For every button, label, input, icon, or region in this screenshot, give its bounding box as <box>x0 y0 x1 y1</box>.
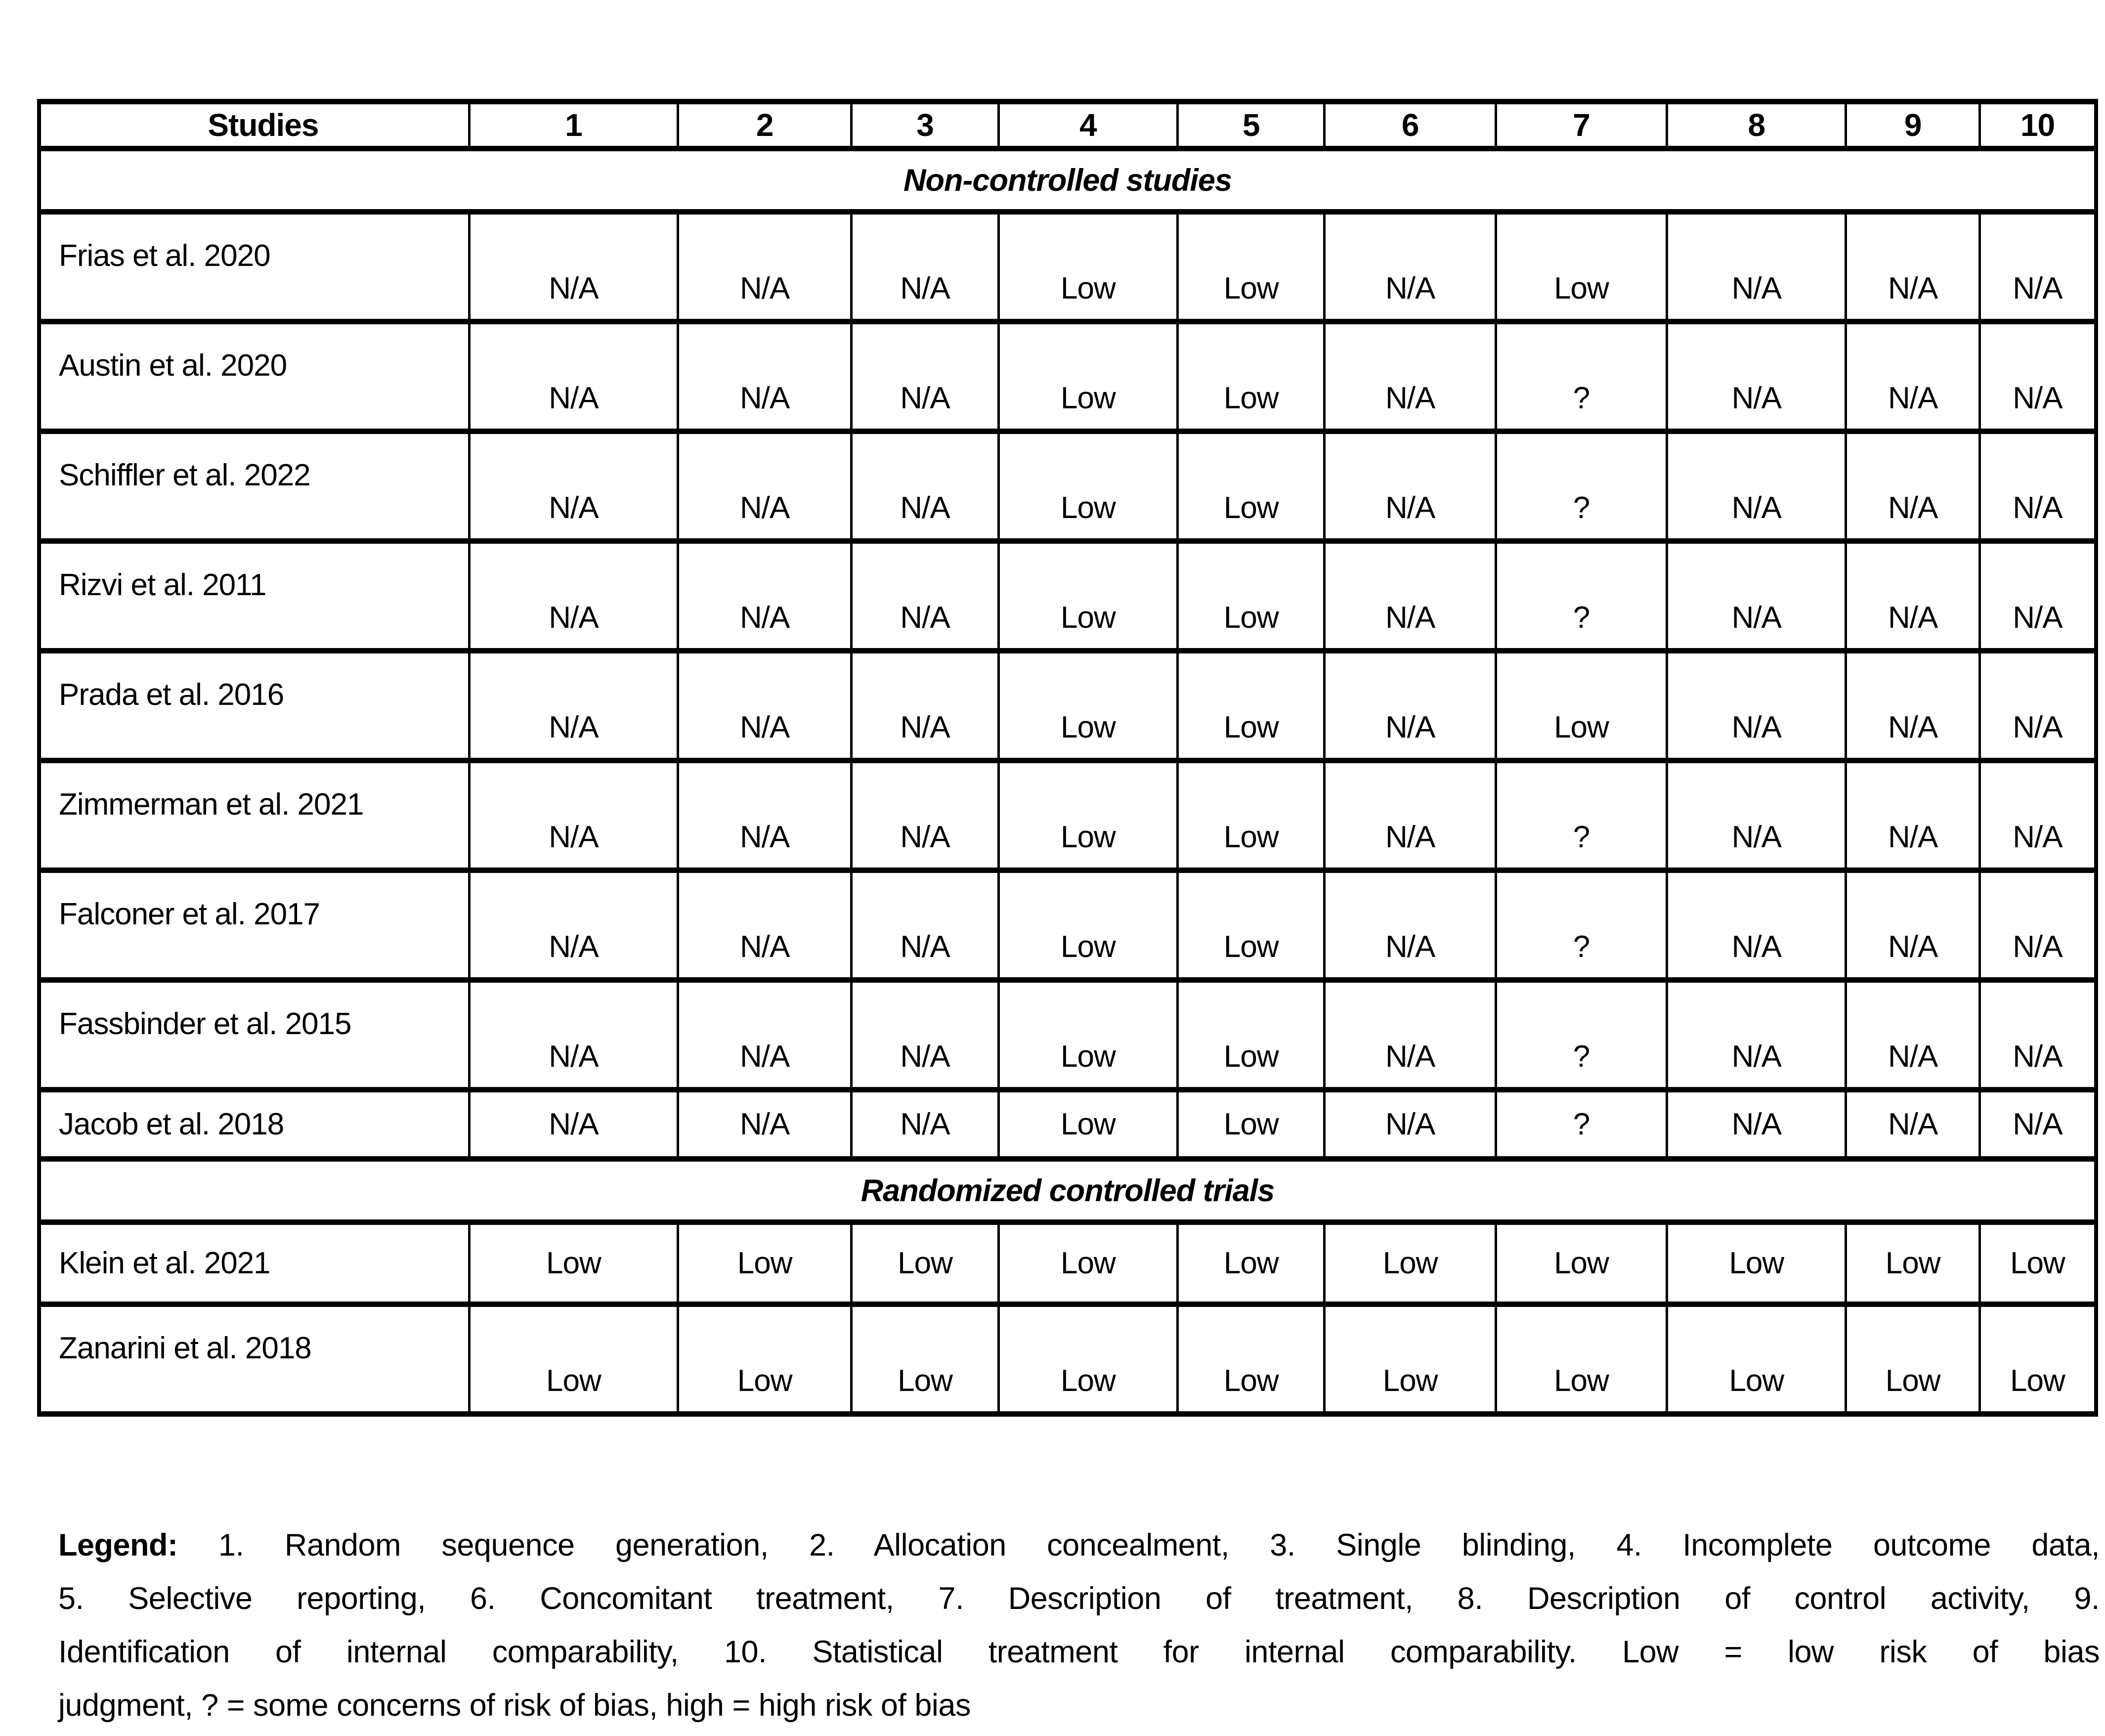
rating-cell: N/A <box>852 761 998 870</box>
rating-cell: N/A <box>678 1090 852 1159</box>
rating-cell: Low <box>998 980 1177 1090</box>
rating-cell: Low <box>998 1304 1177 1414</box>
rating-cell: Low <box>1846 1222 1979 1304</box>
study-name: Zanarini et al. 2018 <box>39 1304 469 1414</box>
rating-cell: ? <box>1496 322 1667 432</box>
rating-cell: Low <box>1496 212 1667 322</box>
rating-cell: N/A <box>469 1090 678 1159</box>
rating-cell: N/A <box>469 761 678 870</box>
rating-cell: N/A <box>469 212 678 322</box>
rating-cell: N/A <box>469 651 678 761</box>
rating-cell: N/A <box>678 761 852 870</box>
rating-cell: N/A <box>1325 212 1496 322</box>
legend-line <box>58 1519 2100 1572</box>
column-header-5: 5 <box>1178 102 1325 149</box>
rating-cell: ? <box>1496 761 1667 870</box>
rating-cell: N/A <box>1979 1090 2096 1159</box>
table-row <box>39 761 2096 870</box>
column-header-8: 8 <box>1667 102 1846 149</box>
rating-cell: N/A <box>1979 322 2096 432</box>
study-name: Zimmerman et al. 2021 <box>39 761 469 870</box>
rating-cell: Low <box>1667 1304 1846 1414</box>
rating-cell: N/A <box>1846 980 1979 1090</box>
column-header-2: 2 <box>678 102 852 149</box>
rating-cell: Low <box>1325 1304 1496 1414</box>
study-name: Schiffler et al. 2022 <box>39 432 469 541</box>
rating-cell: Low <box>998 541 1177 651</box>
table-row <box>39 1090 2096 1159</box>
rating-cell: Low <box>1178 322 1325 432</box>
rating-cell: Low <box>998 432 1177 541</box>
section-header-row <box>39 1159 2096 1222</box>
rating-cell: N/A <box>678 432 852 541</box>
column-header-4: 4 <box>998 102 1177 149</box>
rating-cell: N/A <box>1667 541 1846 651</box>
rating-cell: N/A <box>1667 432 1846 541</box>
column-header-1: 1 <box>469 102 678 149</box>
rating-cell: Low <box>1178 1304 1325 1414</box>
rating-cell: N/A <box>1979 432 2096 541</box>
legend-line: Identification of internal comparability, 10. Statistical treatment for internal comparability. Low = low risk of bias <box>58 1635 2100 1669</box>
rating-cell: N/A <box>678 322 852 432</box>
section-title: Non-controlled studies <box>39 149 2096 212</box>
rating-cell: N/A <box>1846 322 1979 432</box>
table-row <box>39 1222 2096 1304</box>
rating-cell: N/A <box>1325 651 1496 761</box>
column-header-3: 3 <box>852 102 998 149</box>
legend <box>58 1519 2100 1732</box>
rating-cell: N/A <box>1667 761 1846 870</box>
rating-cell: N/A <box>1979 212 2096 322</box>
rating-cell: Low <box>1496 1222 1667 1304</box>
study-name: Jacob et al. 2018 <box>39 1090 469 1159</box>
rating-cell: Low <box>1178 1222 1325 1304</box>
study-name: Falconer et al. 2017 <box>39 870 469 980</box>
rating-cell: Low <box>1846 1304 1979 1414</box>
rating-cell: N/A <box>1325 432 1496 541</box>
rating-cell: N/A <box>1325 541 1496 651</box>
rating-cell: Low <box>998 651 1177 761</box>
legend-line: 5. Selective reporting, 6. Concomitant treatment, 7. Description of treatment, 8. Description of control activity, 9. <box>58 1581 2100 1616</box>
legend-line: judgment, ? = some concerns of risk of bias, high = high risk of bias <box>58 1688 971 1723</box>
rating-cell: N/A <box>469 432 678 541</box>
rating-cell: Low <box>1178 761 1325 870</box>
rating-cell: N/A <box>1667 651 1846 761</box>
rating-cell: N/A <box>469 322 678 432</box>
table-row <box>39 432 2096 541</box>
rating-cell: N/A <box>1979 980 2096 1090</box>
rating-cell: Low <box>998 1222 1177 1304</box>
rating-cell: N/A <box>852 432 998 541</box>
rating-cell: Low <box>998 322 1177 432</box>
legend-label: Legend: <box>58 1528 178 1562</box>
rating-cell: N/A <box>1846 432 1979 541</box>
table-row <box>39 322 2096 432</box>
rating-cell: N/A <box>1846 870 1979 980</box>
rating-cell: N/A <box>852 212 998 322</box>
column-header-studies: Studies <box>39 102 469 149</box>
rating-cell: N/A <box>1325 980 1496 1090</box>
rating-cell: N/A <box>678 541 852 651</box>
study-name: Frias et al. 2020 <box>39 212 469 322</box>
rating-cell: ? <box>1496 541 1667 651</box>
table-row <box>39 212 2096 322</box>
rating-cell: Low <box>678 1222 852 1304</box>
rating-cell: Low <box>1178 212 1325 322</box>
rating-cell: Low <box>678 1304 852 1414</box>
table-row <box>39 980 2096 1090</box>
rating-cell: ? <box>1496 432 1667 541</box>
rating-cell: Low <box>998 761 1177 870</box>
study-name: Fassbinder et al. 2015 <box>39 980 469 1090</box>
rating-cell: N/A <box>1325 761 1496 870</box>
rating-cell: N/A <box>469 541 678 651</box>
study-name: Prada et al. 2016 <box>39 651 469 761</box>
rating-cell: N/A <box>469 980 678 1090</box>
rating-cell: ? <box>1496 1090 1667 1159</box>
rating-cell: N/A <box>1667 870 1846 980</box>
rating-cell: N/A <box>1325 322 1496 432</box>
rating-cell: N/A <box>852 541 998 651</box>
rating-cell: N/A <box>852 651 998 761</box>
rating-cell: N/A <box>1846 541 1979 651</box>
rating-cell: N/A <box>1846 1090 1979 1159</box>
rating-cell: Low <box>1325 1222 1496 1304</box>
rating-cell: N/A <box>678 651 852 761</box>
rating-cell: Low <box>469 1304 678 1414</box>
section-title: Randomized controlled trials <box>39 1159 2096 1222</box>
rating-cell: N/A <box>852 870 998 980</box>
section-header-row <box>39 149 2096 212</box>
rating-cell: Low <box>1979 1304 2096 1414</box>
rating-cell: N/A <box>1979 651 2096 761</box>
table-row <box>39 651 2096 761</box>
rating-cell: N/A <box>1667 322 1846 432</box>
rating-cell: N/A <box>678 870 852 980</box>
rating-cell: Low <box>1178 651 1325 761</box>
rating-cell: N/A <box>1979 541 2096 651</box>
rating-cell: Low <box>1496 651 1667 761</box>
rating-cell: Low <box>998 1090 1177 1159</box>
column-header-6: 6 <box>1325 102 1496 149</box>
rating-cell: N/A <box>1979 870 2096 980</box>
rating-cell: N/A <box>1325 1090 1496 1159</box>
rating-cell: N/A <box>852 1090 998 1159</box>
rating-cell: ? <box>1496 870 1667 980</box>
study-name: Klein et al. 2021 <box>39 1222 469 1304</box>
rating-cell: N/A <box>852 322 998 432</box>
rating-cell: N/A <box>1979 761 2096 870</box>
rating-cell: N/A <box>469 870 678 980</box>
table-row <box>39 870 2096 980</box>
rating-cell: Low <box>1979 1222 2096 1304</box>
rating-cell: Low <box>1178 541 1325 651</box>
table-row <box>39 1304 2096 1414</box>
legend-line-text: 1. Random sequence generation, 2. Allocation concealment, 3. Single blinding, 4. Incomplete outcome data, <box>218 1528 2100 1562</box>
column-header-9: 9 <box>1846 102 1979 149</box>
rating-cell: Low <box>998 212 1177 322</box>
rating-cell: Low <box>1178 980 1325 1090</box>
column-header-7: 7 <box>1496 102 1667 149</box>
risk-of-bias-table <box>37 99 2098 1417</box>
rating-cell: Low <box>852 1304 998 1414</box>
rating-cell: Low <box>1178 870 1325 980</box>
rating-cell: Low <box>469 1222 678 1304</box>
rating-cell: N/A <box>852 980 998 1090</box>
rating-cell: Low <box>1496 1304 1667 1414</box>
study-name: Austin et al. 2020 <box>39 322 469 432</box>
rating-cell: N/A <box>1325 870 1496 980</box>
rating-cell: Low <box>1178 1090 1325 1159</box>
rating-cell: N/A <box>1846 761 1979 870</box>
table-header-row <box>39 102 2096 149</box>
column-header-10: 10 <box>1979 102 2096 149</box>
rating-cell: N/A <box>678 980 852 1090</box>
rating-cell: ? <box>1496 980 1667 1090</box>
table-row <box>39 541 2096 651</box>
study-name: Rizvi et al. 2011 <box>39 541 469 651</box>
rating-cell: N/A <box>1846 212 1979 322</box>
rating-cell: N/A <box>1667 980 1846 1090</box>
rating-cell: N/A <box>678 212 852 322</box>
rating-cell: N/A <box>1667 1090 1846 1159</box>
rating-cell: Low <box>1178 432 1325 541</box>
rating-cell: N/A <box>1667 212 1846 322</box>
rating-cell: N/A <box>1846 651 1979 761</box>
rating-cell: Low <box>998 870 1177 980</box>
rating-cell: Low <box>1667 1222 1846 1304</box>
rating-cell: Low <box>852 1222 998 1304</box>
